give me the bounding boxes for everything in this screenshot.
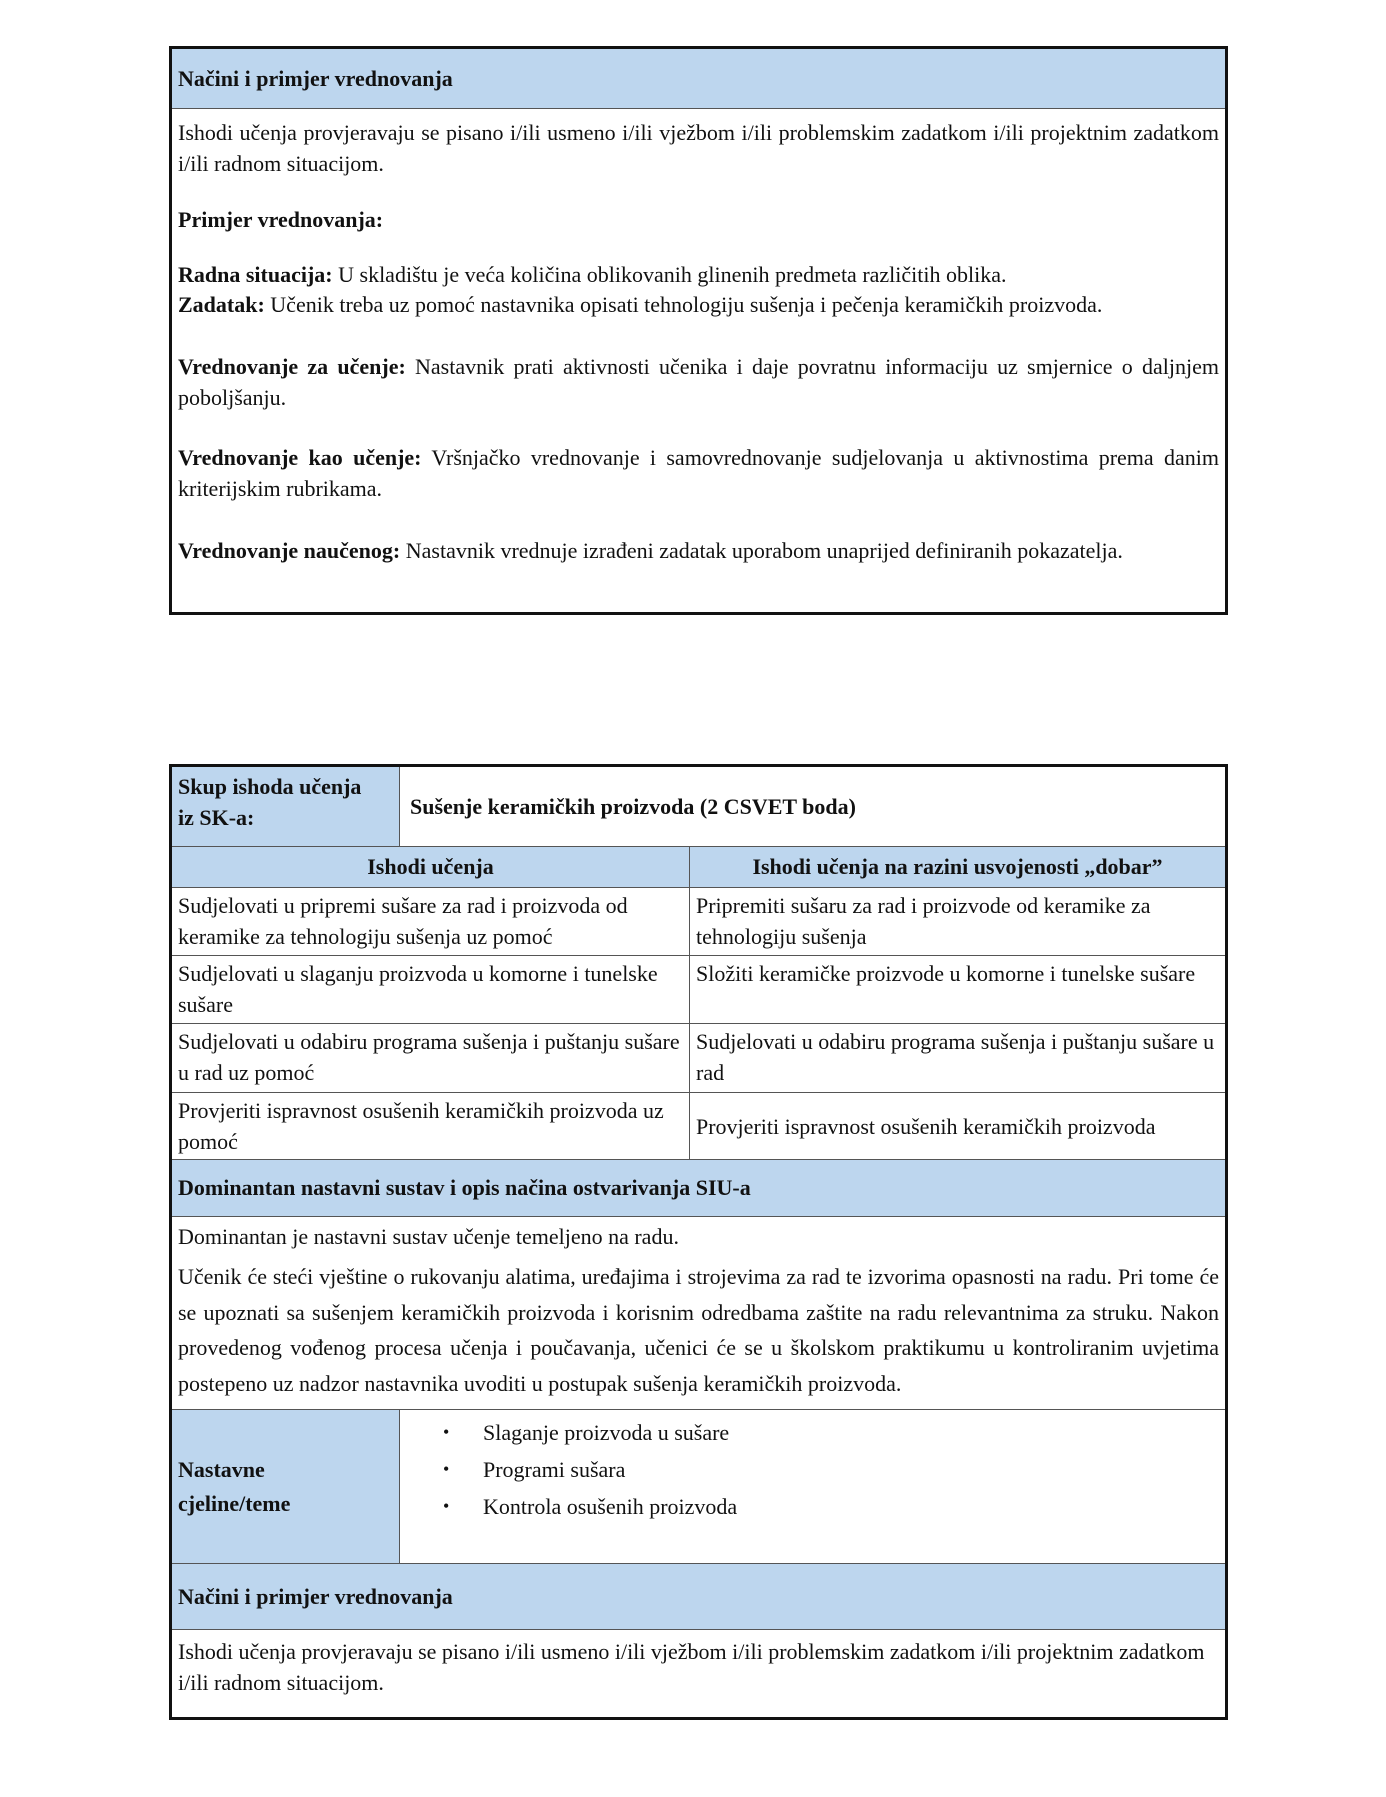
topics-list-cell bbox=[400, 1410, 1225, 1563]
good-level-cell: Složiti keramičke proizvode u komorne i tunelske sušare bbox=[696, 961, 1196, 986]
topics-row bbox=[172, 1410, 1225, 1564]
assessment-as-learning bbox=[178, 442, 1219, 504]
task-label: Zadatak: bbox=[178, 292, 265, 317]
task bbox=[178, 289, 1219, 320]
topic-text: Slaganje proizvoda u sušare bbox=[483, 1420, 730, 1445]
outcome-cell: Sudjelovati u pripremi sušare za rad i proizvoda od keramike za tehnologiju sušenja uz pomoć bbox=[178, 893, 628, 949]
assessment-as-learning-label: Vrednovanje kao učenje: bbox=[178, 445, 422, 470]
evaluation-header-text: Načini i primjer vrednovanja bbox=[178, 65, 453, 91]
outcomes-column-headers bbox=[172, 847, 1225, 888]
good-level-cell: Sudjelovati u odabiru programa sušenja i puštanju sušare u rad bbox=[696, 1029, 1215, 1085]
teaching-system-description: Učenik će steći vještine o rukovanju alatima, uređajima i strojevima za rad te izvorima opasnosti na radu. Pri tome će se upoznati sa sušenjem keramičkih proizvoda i korisnim odredbama zaštite na radu relevantnima za struku. Nakon provedenog vođenog procesa učenja i poučavanja, učenici će se u školskom praktikumu u kontroliranim uvjetima postepeno uz nadzor nastavnika uvoditi u postupak sušenja keramičkih proizvoda. bbox=[178, 1264, 1219, 1396]
bullet-icon: • bbox=[443, 1422, 450, 1442]
work-situation bbox=[178, 259, 1219, 290]
evaluation-header-2-text: Načini i primjer vrednovanja bbox=[178, 1583, 453, 1609]
topics-label-cell bbox=[172, 1410, 400, 1563]
outcome-set-row bbox=[172, 767, 1225, 847]
assessment-for-learning bbox=[178, 351, 1219, 413]
evaluation-text-2: Ishodi učenja provjeravaju se pisano i/ili usmeno i/ili vježbom i/ili problemskim zadatkom i/ili projektnim zadatkom i/ili radnom situacijom. bbox=[178, 1639, 1205, 1695]
teaching-system-header-text: Dominantan nastavni sustav i opis načina ostvarivanja SIU-a bbox=[178, 1175, 751, 1200]
outcome-cell: Sudjelovati u odabiru programa sušenja i puštanju sušare u rad uz pomoć bbox=[178, 1029, 680, 1085]
col-header-good-level-text: Ishodi učenja na razini usvojenosti „dobar” bbox=[752, 854, 1163, 879]
table-row bbox=[172, 1024, 1225, 1093]
bullet-icon: • bbox=[443, 1496, 450, 1516]
evaluation-header-2 bbox=[172, 1564, 1225, 1630]
assessment-of-learning-text: Nastavnik vrednuje izrađeni zadatak uporabom unaprijed definiranih pokazatelja. bbox=[400, 538, 1123, 563]
outcome-set-title-cell bbox=[400, 767, 1225, 846]
table-row bbox=[172, 1093, 1225, 1160]
list-item bbox=[443, 1488, 737, 1525]
topics-label: Nastavne cjeline/teme bbox=[178, 1456, 291, 1516]
col-header-good-level bbox=[690, 847, 1225, 887]
work-situation-text: U skladištu je veća količina oblikovanih glinenih predmeta različitih oblika. bbox=[332, 262, 1007, 287]
outcome-cell: Sudjelovati u slaganju proizvoda u komorne i tunelske sušare bbox=[178, 961, 658, 1017]
good-level-cell: Pripremiti sušaru za rad i proizvode od keramike za tehnologiju sušenja bbox=[696, 893, 1151, 949]
assessment-as-learning-text: Vršnjačko vrednovanje i samovrednovanje sudjelovanja u aktivnostima prema danim kriterijskim rubrikama. bbox=[178, 445, 1219, 501]
topic-text: Programi sušara bbox=[483, 1457, 626, 1482]
task-text: Učenik treba uz pomoć nastavnika opisati tehnologiju sušenja i pečenja keramičkih proizvoda. bbox=[264, 292, 1103, 317]
topic-text: Kontrola osušenih proizvoda bbox=[483, 1494, 738, 1519]
list-item bbox=[443, 1414, 737, 1451]
list-item bbox=[443, 1451, 737, 1488]
assessment-of-learning bbox=[178, 535, 1219, 566]
evaluation-header bbox=[172, 49, 1225, 109]
evaluation-intro: Ishodi učenja provjeravaju se pisano i/ili usmeno i/ili vježbom i/ili problemskim zadatkom i/ili projektnim zadatkom i/ili radnom situacijom. bbox=[178, 120, 1219, 176]
table-row bbox=[172, 888, 1225, 956]
good-level-cell: Provjeriti ispravnost osušenih keramičkih proizvoda bbox=[696, 1113, 1156, 1139]
outcome-cell: Provjeriti ispravnost osušenih keramičkih proizvoda uz pomoć bbox=[178, 1098, 664, 1154]
assessment-of-learning-label: Vrednovanje naučenog: bbox=[178, 538, 401, 563]
teaching-system-line1: Dominantan je nastavni sustav učenje temeljeno na radu. bbox=[178, 1224, 679, 1249]
col-header-outcomes-text: Ishodi učenja bbox=[367, 854, 494, 879]
outcome-set-label-cell bbox=[172, 767, 400, 846]
assessment-for-learning-label: Vrednovanje za učenje: bbox=[178, 354, 406, 379]
table-row bbox=[172, 956, 1225, 1024]
bullet-icon: • bbox=[443, 1459, 450, 1479]
example-title: Primjer vrednovanja: bbox=[178, 207, 384, 232]
topics-list bbox=[443, 1414, 737, 1525]
learning-outcomes-table bbox=[169, 764, 1228, 1720]
outcome-set-label: Skup ishoda učenja iz SK-a: bbox=[178, 774, 362, 830]
teaching-system-header bbox=[172, 1160, 1225, 1217]
col-header-outcomes bbox=[172, 847, 690, 887]
work-situation-label: Radna situacija: bbox=[178, 262, 333, 287]
evaluation-table-1 bbox=[169, 46, 1228, 615]
evaluation-body-2 bbox=[172, 1630, 1225, 1717]
outcome-set-title: Sušenje keramičkih proizvoda (2 CSVET boda) bbox=[410, 793, 856, 819]
teaching-system-body bbox=[172, 1217, 1225, 1410]
assessment-for-learning-text: Nastavnik prati aktivnosti učenika i daje povratnu informaciju uz smjernice o daljnjem poboljšanju. bbox=[178, 354, 1219, 410]
